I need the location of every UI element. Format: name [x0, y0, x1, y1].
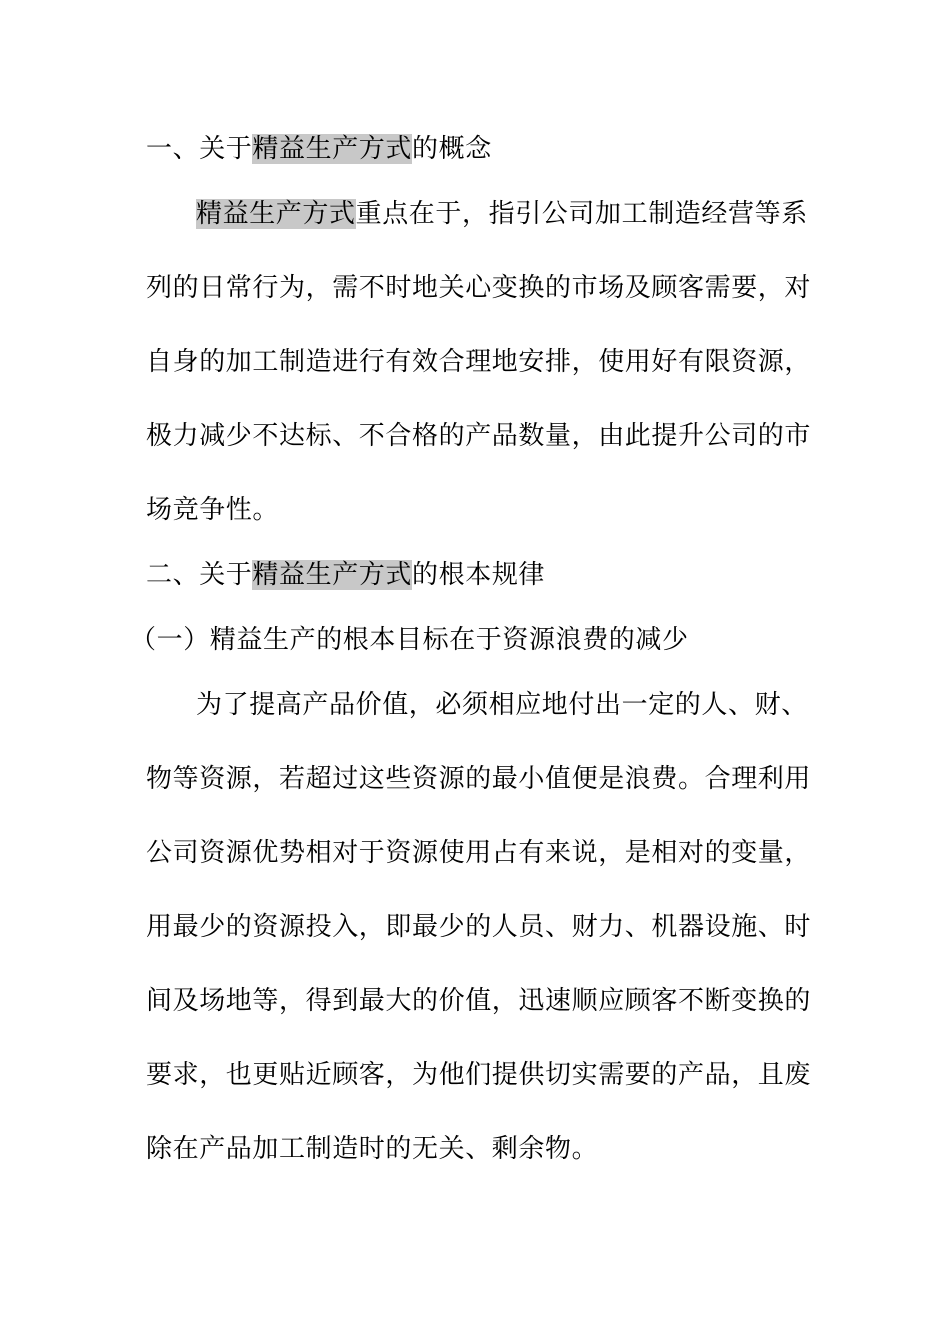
paragraph-2-line-5: 间及场地等，得到最大的价值，迅速顺应顾客不断变换的 — [146, 986, 812, 1016]
paragraph-1-line-3: 自身的加工制造进行有效合理地安排，使用好有限资源， — [146, 347, 812, 377]
paragraph-2-line-2: 物等资源，若超过这些资源的最小值便是浪费。合理利用 — [146, 764, 812, 794]
paragraph-2-line-1: 为了提高产品价值，必须相应地付出一定的人、财、 — [196, 690, 808, 720]
heading-prefix: 二、关于 — [146, 560, 253, 590]
paragraph-1-line-1 — [196, 196, 808, 232]
highlighted-term: 精益生产方式 — [252, 560, 413, 590]
paragraph-2-line-6: 要求，也更贴近顾客，为他们提供切实需要的产品，且废 — [146, 1060, 812, 1090]
highlighted-term: 精益生产方式 — [196, 199, 356, 229]
paragraph-1-line-4: 极力减少不达标、不合格的产品数量，由此提升公司的市 — [146, 421, 812, 451]
heading-suffix: 的概念 — [412, 134, 492, 164]
heading-prefix: 一、关于 — [146, 134, 253, 164]
section-heading-1 — [146, 131, 492, 167]
highlighted-term: 精益生产方式 — [252, 134, 413, 164]
paragraph-1-line-5: 场竞争性。 — [146, 495, 280, 525]
paragraph-1-line-2: 列的日常行为，需不时地关心变换的市场及顾客需要，对 — [146, 273, 812, 303]
paragraph-2-line-7: 除在产品加工制造时的无关、剩余物。 — [146, 1134, 599, 1164]
subsection-heading-1: （一）精益生产的根本目标在于资源浪费的减少 — [130, 625, 689, 655]
heading-suffix: 的根本规律 — [412, 560, 546, 590]
paragraph-2-line-3: 公司资源优势相对于资源使用占有来说，是相对的变量， — [146, 838, 812, 868]
section-heading-2 — [146, 557, 545, 593]
paragraph-2-line-4: 用最少的资源投入，即最少的人员、财力、机器设施、时 — [146, 912, 812, 942]
paragraph-text: 重点在于，指引公司加工制造经营等系 — [355, 199, 808, 229]
